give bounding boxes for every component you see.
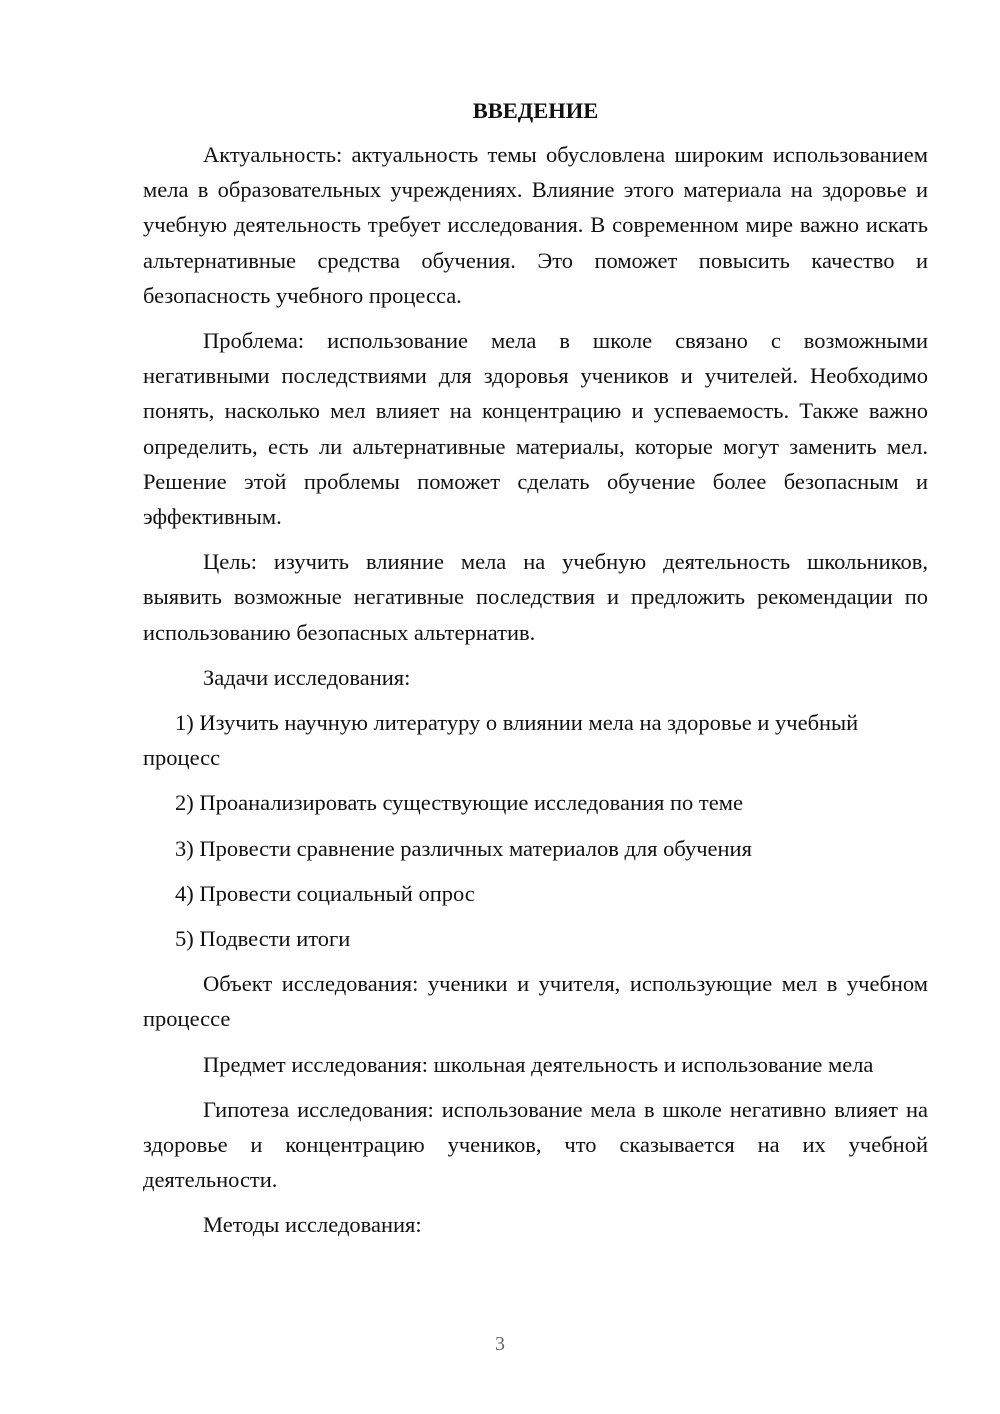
tasks-title: Задачи исследования: [203, 664, 411, 690]
document-page [143, 95, 928, 1253]
paragraph-goal: Цель: изучить влияние мела на учебную деятельность школьников, выявить возможные негативные последствия и предложить рекомендации по использованию безопасных альтернатив. [143, 549, 928, 645]
section-heading: ВВЕДЕНИЕ [472, 98, 599, 123]
paragraph-relevance: Актуальность: актуальность темы обусловлена широким использованием мела в образовательных учреждениях. Влияние этого материала на здоровье и учебную деятельность требует исследования. В современном мире важно искать альтернативные средства обучения. Это поможет повысить качество и безопасность учебного процесса. [143, 142, 928, 308]
task-item-3: 3) Провести сравнение различных материалов для обучения [175, 835, 752, 861]
paragraph-object: Объект исследования: ученики и учителя, использующие мел в учебном процессе [143, 971, 928, 1032]
task-item-1: 1) Изучить научную литературу о влиянии мела на здоровье и учебный процесс [143, 710, 859, 771]
task-item-2: 2) Проанализировать существующие исследования по теме [175, 790, 743, 816]
task-item-5: 5) Подвести итоги [175, 926, 351, 952]
paragraph-methods: Методы исследования: [203, 1212, 422, 1238]
page-number: 3 [495, 1333, 505, 1355]
paragraph-hypothesis: Гипотеза исследования: использование мела в школе негативно влияет на здоровье и концентрацию учеников, что сказывается на их учебной деятельности. [143, 1096, 928, 1193]
paragraph-problem: Проблема: использование мела в школе связано с возможными негативными последствиями для здоровья учеников и учителей. Необходимо понять, насколько мел влияет на концентрацию и успеваемость. Также важно определить, есть ли альтернативные материалы, которые могут заменить мел. Решение этой проблемы поможет сделать обучение более безопасным и эффективным. [143, 328, 928, 530]
paragraph-subject: Предмет исследования: школьная деятельность и использование мела [203, 1051, 874, 1077]
task-item-4: 4) Провести социальный опрос [175, 880, 475, 906]
